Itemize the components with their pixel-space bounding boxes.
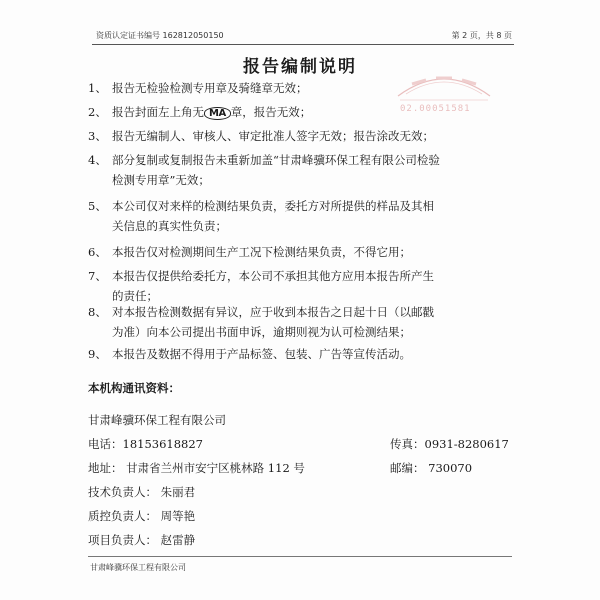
item-number: 6、	[88, 245, 107, 259]
item-text: 本报告仅对检测期间生产工况下检测结果负责，不得它用；	[112, 245, 411, 259]
list-item	[88, 102, 520, 122]
item-text: 本报告仅提供给委托方，本公司不承担其他方应用本报告所产生	[112, 269, 434, 283]
page-title: 报告编制说明	[243, 57, 357, 77]
item-number: 1、	[88, 81, 107, 95]
item-text: 本公司仅对来样的检测结果负责，委托方对所提供的样品及其相	[112, 199, 434, 213]
item-text: 部分复制或复制报告未重新加盖“甘肃峰骥环保工程有限公司检验	[112, 153, 440, 167]
list-item	[88, 242, 520, 262]
header-cert-number: 资质认定证书编号 162812050150	[96, 31, 224, 40]
list-item	[88, 150, 520, 190]
header-divider	[92, 44, 514, 45]
item-number: 3、	[88, 129, 107, 143]
list-item	[88, 196, 520, 236]
seal-stamp-number: 02.00051581	[400, 104, 471, 114]
item-number: 2、	[88, 105, 107, 119]
contact-address: 地址： 甘肃省兰州市安宁区桃林路 112 号	[88, 461, 305, 475]
contact-tech-lead: 技术负责人： 朱丽君	[88, 485, 196, 499]
contact-phone: 电话：18153618827	[88, 437, 203, 451]
header-page-number: 第 2 页，共 8 页	[451, 31, 512, 40]
ma-stamp-icon: MA	[204, 107, 231, 120]
footer-divider	[88, 556, 512, 557]
contact-heading: 本机构通讯资料：	[88, 381, 180, 395]
list-item	[88, 344, 520, 364]
contact-qc-lead: 质控负责人： 周等艳	[88, 509, 196, 523]
contact-fax: 传真：0931-8280617	[390, 437, 509, 451]
list-item	[88, 302, 520, 342]
list-item	[88, 266, 520, 306]
list-item	[88, 78, 520, 98]
item-text-continued: 检测专用章”无效；	[112, 173, 210, 187]
contact-company: 甘肃峰骥环保工程有限公司	[88, 413, 226, 427]
item-number: 9、	[88, 347, 107, 361]
item-number: 4、	[88, 153, 107, 167]
contact-postcode: 邮编： 730070	[390, 461, 473, 475]
item-text: 报告无检验检测专用章及骑缝章无效；	[112, 81, 308, 95]
item-text: 章，报告无效；	[230, 105, 312, 119]
item-text: 报告无编制人、审核人、审定批准人签字无效；报告涂改无效；	[112, 129, 434, 143]
footer-company: 甘肃峰骥环保工程有限公司	[90, 563, 186, 572]
list-item	[88, 126, 520, 146]
item-number: 8、	[88, 305, 107, 319]
item-number: 7、	[88, 269, 107, 283]
item-text: 报告封面左上角无	[112, 105, 204, 119]
item-text: 本报告及数据不得用于产品标签、包装、广告等宣传活动。	[112, 347, 411, 361]
item-text-continued: 关信息的真实性负责；	[112, 219, 227, 233]
contact-project-lead: 项目负责人： 赵雷静	[88, 533, 196, 547]
item-text: 对本报告检测数据有异议，应于收到本报告之日起十日（以邮戳	[112, 305, 434, 319]
item-text-continued: 为准）向本公司提出书面申诉，逾期则视为认可检测结果；	[112, 325, 411, 339]
item-text-continued: 的责任；	[112, 289, 158, 303]
item-number: 5、	[88, 199, 107, 213]
